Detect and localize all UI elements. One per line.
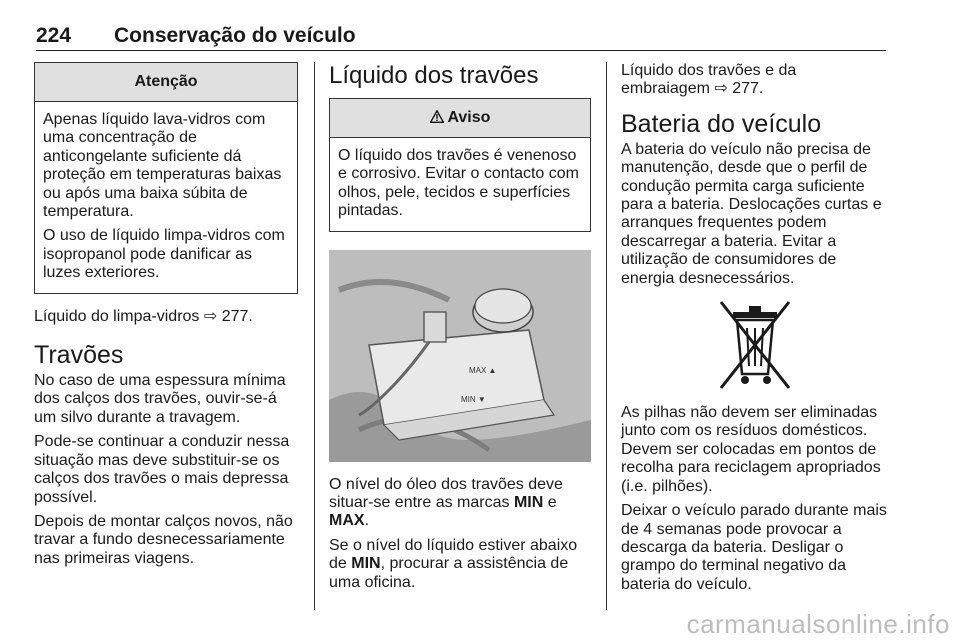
low-level-paragraph: Se o nível do líquido estiver abaixo de MIN, procurar a assistência de uma oficina. — [329, 536, 578, 591]
brake-fluid-heading: Líquido dos travões — [329, 62, 539, 89]
attention-box-title: Atenção — [35, 63, 297, 102]
column-divider-2 — [606, 62, 607, 610]
column-middle — [329, 62, 591, 598]
brakes-heading: Travões — [34, 341, 124, 370]
min-mark-text-2: MIN — [351, 555, 381, 573]
brake-clutch-fluid-reference[interactable]: Líquido dos travões e da embraiagem ⇨ 277. — [621, 62, 797, 98]
page-header — [36, 22, 886, 51]
warning-title-text: Aviso — [447, 109, 491, 126]
page-title: Conservação do veículo — [114, 24, 356, 47]
attention-box — [34, 62, 298, 294]
column-right — [621, 62, 889, 600]
attention-text-1: Apenas líquido lava-vidros com uma concentração de anticongelante suficiente dá proteção em temperaturas baixas ou após uma baixa súbita de temperatura. — [43, 111, 282, 221]
max-mark-text: MAX — [329, 512, 365, 530]
watermark: carmanualsonline.info — [686, 609, 950, 639]
fluid-level-paragraph: O nível do óleo dos travões deve situar-se entre as marcas MIN e MAX. — [329, 475, 563, 530]
brakes-paragraph-3: Depois de montar calços novos, não travar a fundo desnecessariamente nas primeiras viagens. — [34, 512, 293, 567]
warning-triangle-icon — [430, 109, 448, 126]
min-mark-label: MIN ▼ — [461, 394, 486, 404]
column-left — [34, 62, 298, 574]
warning-box — [329, 98, 591, 232]
brakes-paragraph-2: Pode-se continuar a conduzir nessa situação mas deve substituir-se os calços dos travões o mais depressa possível. — [34, 433, 290, 506]
page-number: 224 — [36, 24, 72, 47]
battery-paragraph-3: Deixar o veículo parado durante mais de 4 semanas pode provocar a descarga da bateria. Desligar o grampo do terminal negativo da bateria do veículo. — [621, 502, 887, 593]
battery-paragraph-2: As pilhas não devem ser eliminadas junto com os resíduos domésticos. Devem ser colocadas em pontos de recolha para reciclagem apropriados (i.e. pilhões). — [621, 404, 881, 495]
brakes-paragraph-1: No caso de uma espessura mínima dos calços dos travões, ouvir-se-á um silvo durante a travagem. — [34, 372, 286, 426]
battery-paragraph-1: A bateria do veículo não precisa de manutenção, desde que o perfil de condução permita carga suficiente para a bateria. Deslocações curtas e arranques frequentes podem descarregar a bateria. Evitar a utilização de consumidores de energia desnecessários. — [621, 140, 882, 287]
battery-heading: Bateria do veículo — [621, 109, 822, 138]
crossed-out-bin-icon — [715, 298, 795, 394]
warning-text: O líquido dos travões é venenoso e corrosivo. Evitar o contacto com olhos, pele, tecidos e superfícies pintadas. — [338, 147, 579, 220]
column-divider — [314, 62, 315, 610]
brake-fluid-reservoir-illustration — [329, 250, 591, 462]
min-mark-text: MIN — [513, 494, 544, 512]
warning-box-title — [330, 99, 590, 138]
max-mark-label: MAX ▲ — [469, 365, 497, 375]
washer-fluid-reference[interactable]: Líquido do limpa-vidros ⇨ 277. — [34, 307, 253, 325]
attention-text-2: O uso de líquido limpa-vidros com isopropanol pode danificar as luzes exteriores. — [43, 227, 285, 282]
